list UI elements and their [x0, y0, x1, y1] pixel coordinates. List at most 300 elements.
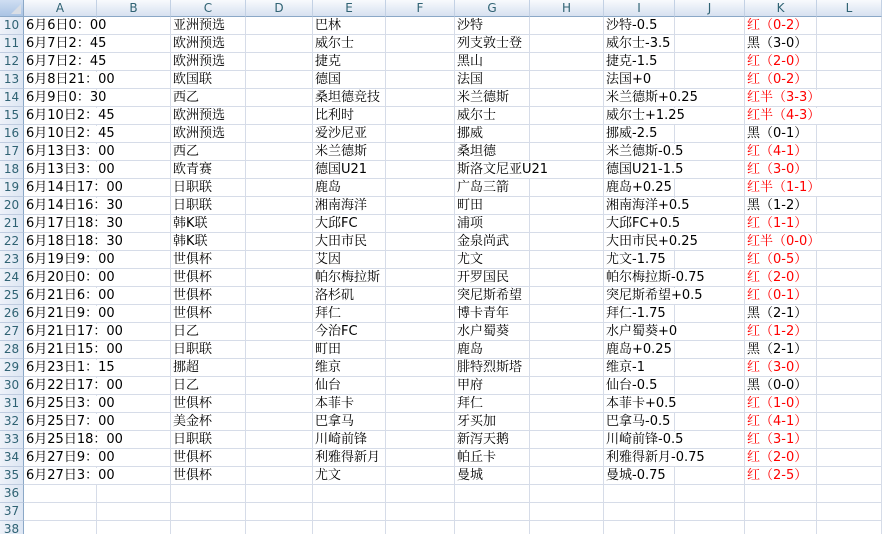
cell-I38[interactable] [604, 521, 675, 534]
cell-F24[interactable] [386, 269, 455, 287]
cell-E34[interactable] [313, 449, 386, 467]
cell-K36[interactable] [745, 485, 817, 503]
cell-L26[interactable] [817, 305, 882, 323]
cell-A17[interactable] [24, 143, 115, 161]
cell-I27[interactable] [604, 323, 678, 341]
cell-E30[interactable] [313, 377, 386, 395]
column-header-H[interactable]: H [530, 0, 604, 17]
cell-J19[interactable] [675, 179, 745, 197]
cell-H34[interactable] [530, 449, 604, 467]
cell-I21[interactable] [604, 215, 681, 233]
cell-L18[interactable] [817, 161, 882, 179]
cell-F12[interactable] [386, 53, 455, 71]
row-header[interactable]: 34 [0, 449, 24, 467]
cell-C28[interactable] [171, 341, 246, 359]
cell-C26[interactable] [171, 305, 246, 323]
row-header[interactable]: 30 [0, 377, 24, 395]
cell-K30[interactable] [745, 377, 817, 395]
cell-K26[interactable] [745, 305, 817, 323]
cell-E36[interactable] [313, 485, 386, 503]
cell-A13[interactable] [24, 71, 115, 89]
cell-B37[interactable] [97, 503, 171, 521]
cell-F26[interactable] [386, 305, 455, 323]
cell-C13[interactable] [171, 71, 246, 89]
cell-L17[interactable] [817, 143, 882, 161]
cell-I16[interactable] [604, 125, 675, 143]
cell-C19[interactable] [171, 179, 246, 197]
column-header-B[interactable]: B [97, 0, 171, 17]
cell-G34[interactable] [455, 449, 530, 467]
row-header[interactable]: 22 [0, 233, 24, 251]
cell-D30[interactable] [246, 377, 313, 395]
cell-A18[interactable] [24, 161, 115, 179]
column-header-C[interactable]: C [171, 0, 246, 17]
cell-K28[interactable] [745, 341, 817, 359]
cell-E13[interactable] [313, 71, 386, 89]
cell-E23[interactable] [313, 251, 386, 269]
cell-G21[interactable] [455, 215, 530, 233]
cell-C25[interactable] [171, 287, 246, 305]
cell-K34[interactable] [745, 449, 817, 467]
cell-F32[interactable] [386, 413, 455, 431]
cell-G30[interactable] [455, 377, 530, 395]
cell-E26[interactable] [313, 305, 386, 323]
cell-H27[interactable] [530, 323, 604, 341]
cell-I36[interactable] [604, 485, 675, 503]
column-header-K[interactable]: K [745, 0, 817, 17]
cell-A11[interactable] [24, 35, 107, 53]
cell-D27[interactable] [246, 323, 313, 341]
cell-G36[interactable] [455, 485, 530, 503]
cell-I24[interactable] [604, 269, 705, 287]
cell-L25[interactable] [817, 287, 882, 305]
cell-L29[interactable] [817, 359, 882, 377]
cell-H36[interactable] [530, 485, 604, 503]
cell-E18[interactable] [313, 161, 386, 179]
cell-J33[interactable] [675, 431, 745, 449]
cell-H15[interactable] [530, 107, 604, 125]
cell-H23[interactable] [530, 251, 604, 269]
cell-K29[interactable] [745, 359, 817, 377]
cell-H13[interactable] [530, 71, 604, 89]
cell-C33[interactable] [171, 431, 246, 449]
cell-G14[interactable] [455, 89, 530, 107]
cell-F14[interactable] [386, 89, 455, 107]
row-header[interactable]: 24 [0, 269, 24, 287]
cell-G28[interactable] [455, 341, 530, 359]
cell-G29[interactable] [455, 359, 530, 377]
cell-K13[interactable] [745, 71, 817, 89]
cell-G22[interactable] [455, 233, 530, 251]
row-header[interactable]: 26 [0, 305, 24, 323]
cell-J26[interactable] [675, 305, 745, 323]
cell-E12[interactable] [313, 53, 386, 71]
row-header[interactable]: 33 [0, 431, 24, 449]
cell-D18[interactable] [246, 161, 313, 179]
cell-I15[interactable] [604, 107, 685, 125]
row-header[interactable]: 28 [0, 341, 24, 359]
cell-H11[interactable] [530, 35, 604, 53]
cell-E31[interactable] [313, 395, 386, 413]
cell-L36[interactable] [817, 485, 882, 503]
cell-J29[interactable] [675, 359, 745, 377]
cell-J32[interactable] [675, 413, 745, 431]
cell-C32[interactable] [171, 413, 246, 431]
cell-G19[interactable] [455, 179, 530, 197]
cell-F23[interactable] [386, 251, 455, 269]
cell-C18[interactable] [171, 161, 246, 179]
cell-H14[interactable] [530, 89, 604, 107]
cell-A37[interactable] [24, 503, 97, 521]
cell-I18[interactable] [604, 161, 684, 179]
cell-E10[interactable] [313, 17, 386, 35]
row-header[interactable]: 36 [0, 485, 24, 503]
cell-J23[interactable] [675, 251, 745, 269]
cell-C14[interactable] [171, 89, 246, 107]
cell-D31[interactable] [246, 395, 313, 413]
cell-H12[interactable] [530, 53, 604, 71]
cell-D23[interactable] [246, 251, 313, 269]
row-header[interactable]: 21 [0, 215, 24, 233]
cell-L12[interactable] [817, 53, 882, 71]
cell-F25[interactable] [386, 287, 455, 305]
cell-I19[interactable] [604, 179, 675, 197]
cell-D21[interactable] [246, 215, 313, 233]
cell-H24[interactable] [530, 269, 604, 287]
cell-C21[interactable] [171, 215, 246, 233]
cell-A16[interactable] [24, 125, 115, 143]
cell-C34[interactable] [171, 449, 246, 467]
cell-E33[interactable] [313, 431, 386, 449]
column-header-G[interactable]: G [455, 0, 530, 17]
cell-F31[interactable] [386, 395, 455, 413]
cell-A19[interactable] [24, 179, 123, 197]
column-header-I[interactable]: I [604, 0, 675, 17]
cell-C37[interactable] [171, 503, 246, 521]
cell-I17[interactable] [604, 143, 684, 161]
cell-I28[interactable] [604, 341, 675, 359]
cell-J18[interactable] [675, 161, 745, 179]
cell-D15[interactable] [246, 107, 313, 125]
cell-D37[interactable] [246, 503, 313, 521]
cell-H21[interactable] [530, 215, 604, 233]
cell-F11[interactable] [386, 35, 455, 53]
cell-L21[interactable] [817, 215, 882, 233]
cell-C16[interactable] [171, 125, 246, 143]
cell-D16[interactable] [246, 125, 313, 143]
cell-A35[interactable] [24, 467, 115, 485]
cell-I11[interactable] [604, 35, 675, 53]
cell-D19[interactable] [246, 179, 313, 197]
cell-L19[interactable] [817, 179, 882, 197]
row-header[interactable]: 17 [0, 143, 24, 161]
cell-F33[interactable] [386, 431, 455, 449]
cell-K35[interactable] [745, 467, 817, 485]
cell-E24[interactable] [313, 269, 386, 287]
cell-I13[interactable] [604, 71, 675, 89]
cell-A23[interactable] [24, 251, 115, 269]
cell-A22[interactable] [24, 233, 123, 251]
row-header[interactable]: 32 [0, 413, 24, 431]
cell-L37[interactable] [817, 503, 882, 521]
cell-J13[interactable] [675, 71, 745, 89]
cell-D17[interactable] [246, 143, 313, 161]
cell-K12[interactable] [745, 53, 817, 71]
cell-L33[interactable] [817, 431, 882, 449]
cell-I23[interactable] [604, 251, 675, 269]
cell-E16[interactable] [313, 125, 386, 143]
cell-L28[interactable] [817, 341, 882, 359]
cell-I22[interactable] [604, 233, 698, 251]
cell-C22[interactable] [171, 233, 246, 251]
cell-J12[interactable] [675, 53, 745, 71]
cell-H28[interactable] [530, 341, 604, 359]
cell-C30[interactable] [171, 377, 246, 395]
cell-C20[interactable] [171, 197, 246, 215]
cell-F37[interactable] [386, 503, 455, 521]
cell-E27[interactable] [313, 323, 386, 341]
row-header[interactable]: 14 [0, 89, 24, 107]
cell-K10[interactable] [745, 17, 817, 35]
cell-A29[interactable] [24, 359, 115, 377]
cell-E35[interactable] [313, 467, 386, 485]
cell-L11[interactable] [817, 35, 882, 53]
cell-E21[interactable] [313, 215, 386, 233]
cell-L16[interactable] [817, 125, 882, 143]
cell-F38[interactable] [386, 521, 455, 534]
cell-A27[interactable] [24, 323, 123, 341]
cell-L14[interactable] [817, 89, 882, 107]
cell-F16[interactable] [386, 125, 455, 143]
cell-I33[interactable] [604, 431, 684, 449]
cell-C29[interactable] [171, 359, 246, 377]
cell-G24[interactable] [455, 269, 530, 287]
cell-G37[interactable] [455, 503, 530, 521]
cell-L35[interactable] [817, 467, 882, 485]
cell-I30[interactable] [604, 377, 675, 395]
cell-G20[interactable] [455, 197, 530, 215]
cell-H33[interactable] [530, 431, 604, 449]
cell-I37[interactable] [604, 503, 675, 521]
cell-J11[interactable] [675, 35, 745, 53]
cell-F10[interactable] [386, 17, 455, 35]
cell-A15[interactable] [24, 107, 115, 125]
cell-K11[interactable] [745, 35, 817, 53]
cell-D35[interactable] [246, 467, 313, 485]
cell-F15[interactable] [386, 107, 455, 125]
cell-H29[interactable] [530, 359, 604, 377]
cell-A31[interactable] [24, 395, 115, 413]
cell-I31[interactable] [604, 395, 675, 413]
cell-D24[interactable] [246, 269, 313, 287]
cell-F13[interactable] [386, 71, 455, 89]
cell-G16[interactable] [455, 125, 530, 143]
cell-E32[interactable] [313, 413, 386, 431]
cell-J17[interactable] [675, 143, 745, 161]
cell-G12[interactable] [455, 53, 530, 71]
cell-D32[interactable] [246, 413, 313, 431]
cell-G38[interactable] [455, 521, 530, 534]
cell-F30[interactable] [386, 377, 455, 395]
row-header[interactable]: 38 [0, 521, 24, 534]
cell-D25[interactable] [246, 287, 313, 305]
cell-C38[interactable] [171, 521, 246, 534]
cell-L30[interactable] [817, 377, 882, 395]
cell-L10[interactable] [817, 17, 882, 35]
cell-L34[interactable] [817, 449, 882, 467]
cell-E15[interactable] [313, 107, 386, 125]
cell-C24[interactable] [171, 269, 246, 287]
cell-E11[interactable] [313, 35, 386, 53]
cell-G11[interactable] [455, 35, 530, 53]
cell-G25[interactable] [455, 287, 530, 305]
cell-A24[interactable] [24, 269, 115, 287]
cell-I10[interactable] [604, 17, 675, 35]
cell-C23[interactable] [171, 251, 246, 269]
cell-C11[interactable] [171, 35, 246, 53]
cell-I29[interactable] [604, 359, 675, 377]
cell-K25[interactable] [745, 287, 817, 305]
cell-D38[interactable] [246, 521, 313, 534]
cell-C17[interactable] [171, 143, 246, 161]
cell-A20[interactable] [24, 197, 123, 215]
cell-K21[interactable] [745, 215, 817, 233]
cell-H16[interactable] [530, 125, 604, 143]
cell-F34[interactable] [386, 449, 455, 467]
cell-I26[interactable] [604, 305, 675, 323]
cell-E29[interactable] [313, 359, 386, 377]
row-header[interactable]: 25 [0, 287, 24, 305]
cell-J28[interactable] [675, 341, 745, 359]
cell-E22[interactable] [313, 233, 386, 251]
cell-H10[interactable] [530, 17, 604, 35]
cell-A34[interactable] [24, 449, 115, 467]
cell-C27[interactable] [171, 323, 246, 341]
cell-J36[interactable] [675, 485, 745, 503]
cell-H25[interactable] [530, 287, 604, 305]
row-header[interactable]: 31 [0, 395, 24, 413]
cell-F28[interactable] [386, 341, 455, 359]
cell-A12[interactable] [24, 53, 107, 71]
cell-H32[interactable] [530, 413, 604, 431]
cell-D11[interactable] [246, 35, 313, 53]
cell-K27[interactable] [745, 323, 817, 341]
cell-E19[interactable] [313, 179, 386, 197]
cell-L13[interactable] [817, 71, 882, 89]
cell-J30[interactable] [675, 377, 745, 395]
cell-G31[interactable] [455, 395, 530, 413]
cell-F21[interactable] [386, 215, 455, 233]
cell-G35[interactable] [455, 467, 530, 485]
cell-A33[interactable] [24, 431, 123, 449]
cell-H37[interactable] [530, 503, 604, 521]
row-header[interactable]: 23 [0, 251, 24, 269]
cell-L31[interactable] [817, 395, 882, 413]
cell-B10[interactable] [97, 17, 171, 35]
cell-L15[interactable] [817, 107, 882, 125]
cell-J35[interactable] [675, 467, 745, 485]
cell-I12[interactable] [604, 53, 675, 71]
cell-C36[interactable] [171, 485, 246, 503]
row-header[interactable]: 35 [0, 467, 24, 485]
cell-F20[interactable] [386, 197, 455, 215]
cell-L38[interactable] [817, 521, 882, 534]
cell-D10[interactable] [246, 17, 313, 35]
cell-F36[interactable] [386, 485, 455, 503]
cell-K19[interactable] [745, 179, 821, 197]
cell-L32[interactable] [817, 413, 882, 431]
cell-I14[interactable] [604, 89, 698, 107]
cell-H26[interactable] [530, 305, 604, 323]
cell-L23[interactable] [817, 251, 882, 269]
row-header[interactable]: 19 [0, 179, 24, 197]
cell-C15[interactable] [171, 107, 246, 125]
cell-J10[interactable] [675, 17, 745, 35]
cell-A38[interactable] [24, 521, 97, 534]
cell-K15[interactable] [745, 107, 821, 125]
cell-B38[interactable] [97, 521, 171, 534]
cell-F29[interactable] [386, 359, 455, 377]
row-header[interactable]: 15 [0, 107, 24, 125]
cell-A30[interactable] [24, 377, 123, 395]
cell-G17[interactable] [455, 143, 530, 161]
cell-A21[interactable] [24, 215, 123, 233]
cell-K33[interactable] [745, 431, 817, 449]
cell-J21[interactable] [675, 215, 745, 233]
cell-G13[interactable] [455, 71, 530, 89]
cell-C35[interactable] [171, 467, 246, 485]
cell-E28[interactable] [313, 341, 386, 359]
row-header[interactable]: 29 [0, 359, 24, 377]
cell-H35[interactable] [530, 467, 604, 485]
cell-E38[interactable] [313, 521, 386, 534]
cell-K16[interactable] [745, 125, 817, 143]
cell-G32[interactable] [455, 413, 530, 431]
cell-D20[interactable] [246, 197, 313, 215]
cell-D34[interactable] [246, 449, 313, 467]
cell-J16[interactable] [675, 125, 745, 143]
row-header[interactable]: 11 [0, 35, 24, 53]
cell-D14[interactable] [246, 89, 313, 107]
column-header-J[interactable]: J [675, 0, 745, 17]
cell-E14[interactable] [313, 89, 386, 107]
cell-L22[interactable] [817, 233, 882, 251]
row-header[interactable]: 10 [0, 17, 24, 35]
cell-D29[interactable] [246, 359, 313, 377]
cell-F19[interactable] [386, 179, 455, 197]
cell-E17[interactable] [313, 143, 386, 161]
row-header[interactable]: 37 [0, 503, 24, 521]
row-header[interactable]: 12 [0, 53, 24, 71]
cell-L20[interactable] [817, 197, 882, 215]
cell-F17[interactable] [386, 143, 455, 161]
cell-K20[interactable] [745, 197, 817, 215]
cell-J38[interactable] [675, 521, 745, 534]
cell-K18[interactable] [745, 161, 817, 179]
cell-G15[interactable] [455, 107, 530, 125]
cell-E20[interactable] [313, 197, 386, 215]
cell-E37[interactable] [313, 503, 386, 521]
cell-K24[interactable] [745, 269, 817, 287]
cell-K22[interactable] [745, 233, 821, 251]
cell-D13[interactable] [246, 71, 313, 89]
cell-F22[interactable] [386, 233, 455, 251]
cell-E25[interactable] [313, 287, 386, 305]
cell-F35[interactable] [386, 467, 455, 485]
cell-A25[interactable] [24, 287, 115, 305]
cell-J27[interactable] [675, 323, 745, 341]
cell-C12[interactable] [171, 53, 246, 71]
